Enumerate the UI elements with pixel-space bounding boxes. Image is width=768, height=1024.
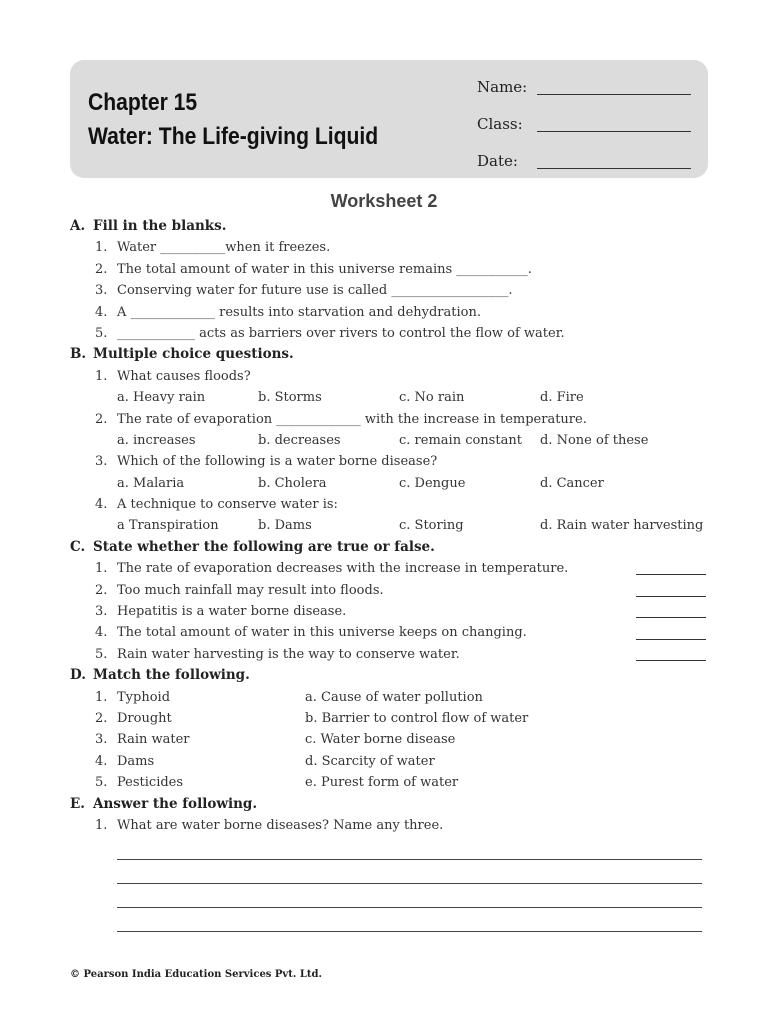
match-right-item: d. Scarcity of water: [305, 753, 435, 769]
class-field-row: [477, 105, 691, 142]
section-b-heading: [70, 344, 710, 365]
worksheet-content: [70, 216, 710, 932]
item-number: 1.: [95, 817, 108, 833]
item-number: 5.: [95, 775, 108, 791]
class-field[interactable]: [537, 121, 691, 132]
match-left-item: Pesticides: [117, 775, 184, 791]
item-number: 4.: [95, 304, 108, 320]
list-item: [70, 302, 710, 323]
match-right-item: b. Barrier to control flow of water: [305, 710, 529, 726]
question-text: The total amount of water in this universe remains ___________.: [117, 261, 532, 277]
answer-line[interactable]: [117, 908, 702, 932]
date-field-row: [477, 142, 691, 179]
question-text: Conserving water for future use is called __________________.: [117, 283, 513, 299]
answer-line[interactable]: [117, 836, 702, 860]
option[interactable]: a Transpiration: [117, 518, 219, 534]
question-text: What are water borne diseases? Name any three.: [117, 817, 444, 833]
match-row: [70, 729, 710, 750]
statement-text: The total amount of water in this universe keeps on changing.: [117, 625, 527, 641]
name-field[interactable]: [537, 84, 691, 95]
item-number: 1.: [95, 561, 108, 577]
list-item: [70, 323, 710, 344]
list-item: [70, 451, 710, 472]
list-item: [70, 815, 710, 836]
worksheet-title: Worksheet 2: [330, 191, 438, 211]
section-e-heading: [70, 794, 710, 815]
student-info-fields: [477, 68, 691, 179]
answer-blank[interactable]: [636, 648, 706, 661]
list-item: [70, 366, 710, 387]
question-text: Which of the following is a water borne disease?: [117, 454, 438, 470]
answer-line[interactable]: [117, 884, 702, 908]
option[interactable]: a. Malaria: [117, 475, 185, 491]
match-right-item: e. Purest form of water: [305, 775, 459, 791]
list-item: [70, 280, 710, 301]
option[interactable]: d. Fire: [540, 390, 584, 406]
match-right-item: c. Water borne disease: [305, 732, 456, 748]
section-a-heading: [70, 216, 710, 237]
question-text: ____________ acts as barriers over rivers to control the flow of water.: [117, 325, 565, 341]
option[interactable]: c. remain constant: [399, 432, 522, 448]
copyright-footer: © Pearson India Education Services Pvt. Ltd.: [70, 969, 322, 980]
section-letter: C.: [70, 538, 86, 555]
question-text: The rate of evaporation _____________ with the increase in temperature.: [117, 411, 587, 427]
chapter-title: Water: The Life-giving Liquid: [88, 123, 379, 150]
item-number: 1.: [95, 368, 108, 384]
item-number: 3.: [95, 283, 108, 299]
item-number: 3.: [95, 454, 108, 470]
match-row: [70, 772, 710, 793]
section-d-heading: [70, 665, 710, 686]
option[interactable]: a. Heavy rain: [117, 390, 206, 406]
item-number: 4.: [95, 625, 108, 641]
item-number: 5.: [95, 325, 108, 341]
item-number: 1.: [95, 240, 108, 256]
item-number: 3.: [95, 604, 108, 620]
section-letter: E.: [70, 795, 85, 812]
section-heading: State whether the following are true or false.: [93, 538, 435, 555]
chapter-header-box: [70, 60, 708, 178]
item-number: 3.: [95, 732, 108, 748]
date-label: Date:: [477, 151, 518, 170]
list-item: [70, 622, 710, 643]
item-number: 4.: [95, 497, 108, 513]
item-number: 2.: [95, 261, 108, 277]
section-heading: Answer the following.: [93, 795, 258, 812]
date-field[interactable]: [537, 158, 691, 169]
list-item: [70, 644, 710, 665]
item-number: 1.: [95, 689, 108, 705]
chapter-title-block: [88, 86, 378, 154]
list-item: [70, 494, 710, 515]
list-item: [70, 601, 710, 622]
match-left-item: Typhoid: [117, 689, 171, 705]
section-letter: D.: [70, 667, 86, 684]
option[interactable]: c. Dengue: [399, 475, 466, 491]
question-text: A _____________ results into starvation and dehydration.: [117, 304, 481, 320]
question-text: A technique to conserve water is:: [117, 497, 338, 513]
options-row: [70, 430, 710, 451]
option[interactable]: c. Storing: [399, 518, 464, 534]
match-row: [70, 687, 710, 708]
option[interactable]: b. decreases: [258, 432, 341, 448]
options-row: [70, 387, 710, 408]
option[interactable]: b. Dams: [258, 518, 312, 534]
class-label: Class:: [477, 114, 523, 133]
options-row: [70, 473, 710, 494]
option[interactable]: b. Storms: [258, 390, 322, 406]
option[interactable]: b. Cholera: [258, 475, 327, 491]
question-text: Water __________when it freezes.: [117, 240, 331, 256]
answer-blank[interactable]: [636, 605, 706, 618]
name-label: Name:: [477, 77, 528, 96]
option[interactable]: c. No rain: [399, 390, 465, 406]
answer-line[interactable]: [117, 860, 702, 884]
statement-text: Rain water harvesting is the way to conserve water.: [117, 646, 460, 662]
section-heading: Match the following.: [93, 667, 250, 684]
question-text: What causes floods?: [117, 368, 251, 384]
answer-blank[interactable]: [636, 562, 706, 575]
statement-text: The rate of evaporation decreases with the increase in temperature.: [117, 561, 569, 577]
item-number: 5.: [95, 646, 108, 662]
option[interactable]: d. Cancer: [540, 475, 604, 491]
list-item: [70, 409, 710, 430]
section-letter: B.: [70, 346, 87, 363]
list-item: [70, 259, 710, 280]
item-number: 2.: [95, 411, 108, 427]
match-right-item: a. Cause of water pollution: [305, 689, 483, 705]
answer-blank[interactable]: [636, 584, 706, 597]
item-number: 4.: [95, 753, 108, 769]
options-row: [70, 515, 710, 536]
item-number: 2.: [95, 710, 108, 726]
list-item: [70, 580, 710, 601]
chapter-number: Chapter 15: [88, 89, 198, 116]
list-item: [70, 237, 710, 258]
list-item: [70, 558, 710, 579]
item-number: 2.: [95, 582, 108, 598]
match-left-item: Drought: [117, 710, 172, 726]
statement-text: Too much rainfall may result into floods.: [117, 582, 384, 598]
name-field-row: [477, 68, 691, 105]
option[interactable]: d. Rain water harvesting: [540, 518, 704, 534]
match-row: [70, 708, 710, 729]
section-letter: A.: [70, 218, 86, 234]
match-left-item: Rain water: [117, 732, 190, 748]
option[interactable]: a. increases: [117, 432, 196, 448]
option[interactable]: d. None of these: [540, 432, 649, 448]
answer-blank[interactable]: [636, 627, 706, 640]
match-left-item: Dams: [117, 753, 155, 769]
match-row: [70, 751, 710, 772]
statement-text: Hepatitis is a water borne disease.: [117, 604, 347, 620]
section-c-heading: [70, 537, 710, 558]
section-heading: Multiple choice questions.: [93, 346, 294, 363]
section-heading: Fill in the blanks.: [93, 218, 227, 234]
